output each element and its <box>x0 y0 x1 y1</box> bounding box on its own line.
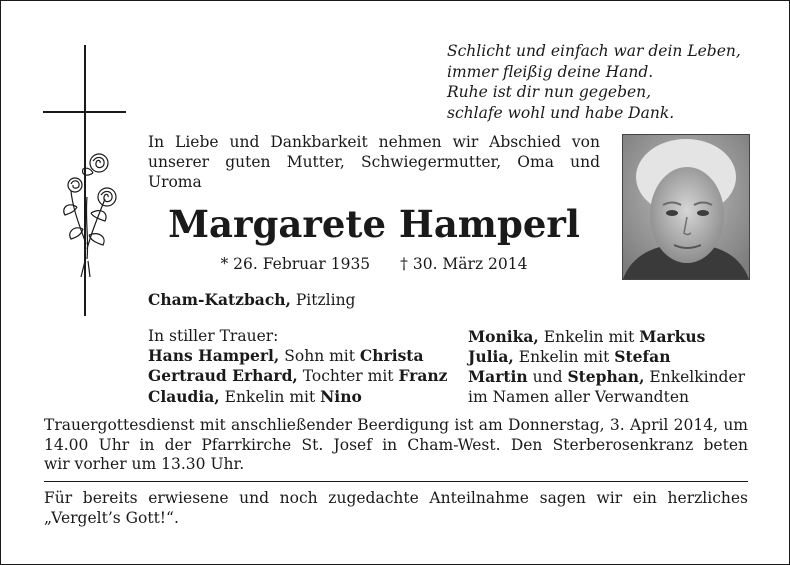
mourner-relation: Enkelkinder <box>644 368 746 387</box>
poem-line: Ruhe ist dir nun gegeben, <box>447 83 652 101</box>
poem <box>447 41 741 123</box>
mourner-partner: Christa <box>359 346 424 366</box>
mourner-relation: und <box>527 368 568 387</box>
mourner-line <box>148 387 447 407</box>
mourner-name: Julia, <box>468 347 514 367</box>
birth-date: * 26. Februar 1935 <box>220 255 371 273</box>
service-text-last: wir vorher um 13.30 Uhr. <box>44 455 245 474</box>
mourner-relation: Enkelin mit <box>219 387 321 406</box>
mourner-line <box>468 327 745 347</box>
location <box>148 290 355 310</box>
mourner-relation: Sohn mit <box>279 347 360 366</box>
mourner-partner: Stefan <box>614 347 671 367</box>
mourner-name: Monika, <box>468 327 539 346</box>
thanks-text <box>44 488 748 528</box>
deceased-name: Margarete Hamperl <box>168 202 580 246</box>
death-date: † 30. März 2014 <box>400 255 528 273</box>
mourner-name: Hans Hamperl, <box>148 346 280 366</box>
portrait-photo <box>622 134 750 280</box>
mourner-relation: Enkelin mit <box>513 348 615 367</box>
intro-text <box>148 132 600 192</box>
divider <box>44 481 748 482</box>
mourner-partner: Franz <box>398 366 448 386</box>
mourner-name: Claudia, <box>148 386 220 406</box>
poem-line: Schlicht und einfach war dein Leben, <box>447 42 741 60</box>
mourner-line <box>148 346 447 366</box>
mourners-heading: In stiller Trauer: <box>148 327 279 345</box>
service-announcement <box>44 416 748 475</box>
mourner-line <box>468 367 745 387</box>
cross-bar <box>43 111 126 113</box>
mourner-relation: Tochter mit <box>297 367 399 386</box>
intro-line: Uroma <box>148 173 202 191</box>
mourners-right <box>468 327 745 407</box>
poem-line: schlafe wohl und habe Dank. <box>447 103 675 122</box>
thanks-paragraph: Für bereits erwiesene und noch zugedachte Anteilnahme sagen wir ein herzliches „Vergelt’s Gott!“. <box>44 489 748 527</box>
poem-line: immer fleißig deine Hand. <box>447 62 654 81</box>
mourner-partner: Markus <box>639 327 706 346</box>
mourner-line <box>148 366 447 386</box>
service-text: Trauergottesdienst mit anschließender Beerdigung ist am Donnerstag, 3. April 2014, um 14.00 Uhr in der Pfarrkirche St. Josef in Cham-West. Den Sterberosenkranz beten <box>44 416 748 454</box>
life-dates <box>148 254 600 274</box>
mourner-partner: Nino <box>320 386 362 406</box>
mourner-relation: Enkelin mit <box>538 328 640 346</box>
intro-line: In Liebe und Dankbarkeit nehmen wir Abschied von unserer guten Mutter, Schwiegermutter, Oma und <box>148 133 600 171</box>
mourner-name: Martin <box>468 367 528 387</box>
mourner-name: Gertraud Erhard, <box>148 366 298 386</box>
mourners-closing: im Namen aller Verwandten <box>468 387 689 406</box>
mourner-partner: Stephan, <box>567 367 645 387</box>
location-place: Cham-Katzbach, <box>148 290 291 309</box>
roses-icon <box>57 149 127 279</box>
mourner-line <box>468 347 745 367</box>
mourners-left <box>148 327 447 407</box>
location-suffix: Pitzling <box>290 291 356 309</box>
